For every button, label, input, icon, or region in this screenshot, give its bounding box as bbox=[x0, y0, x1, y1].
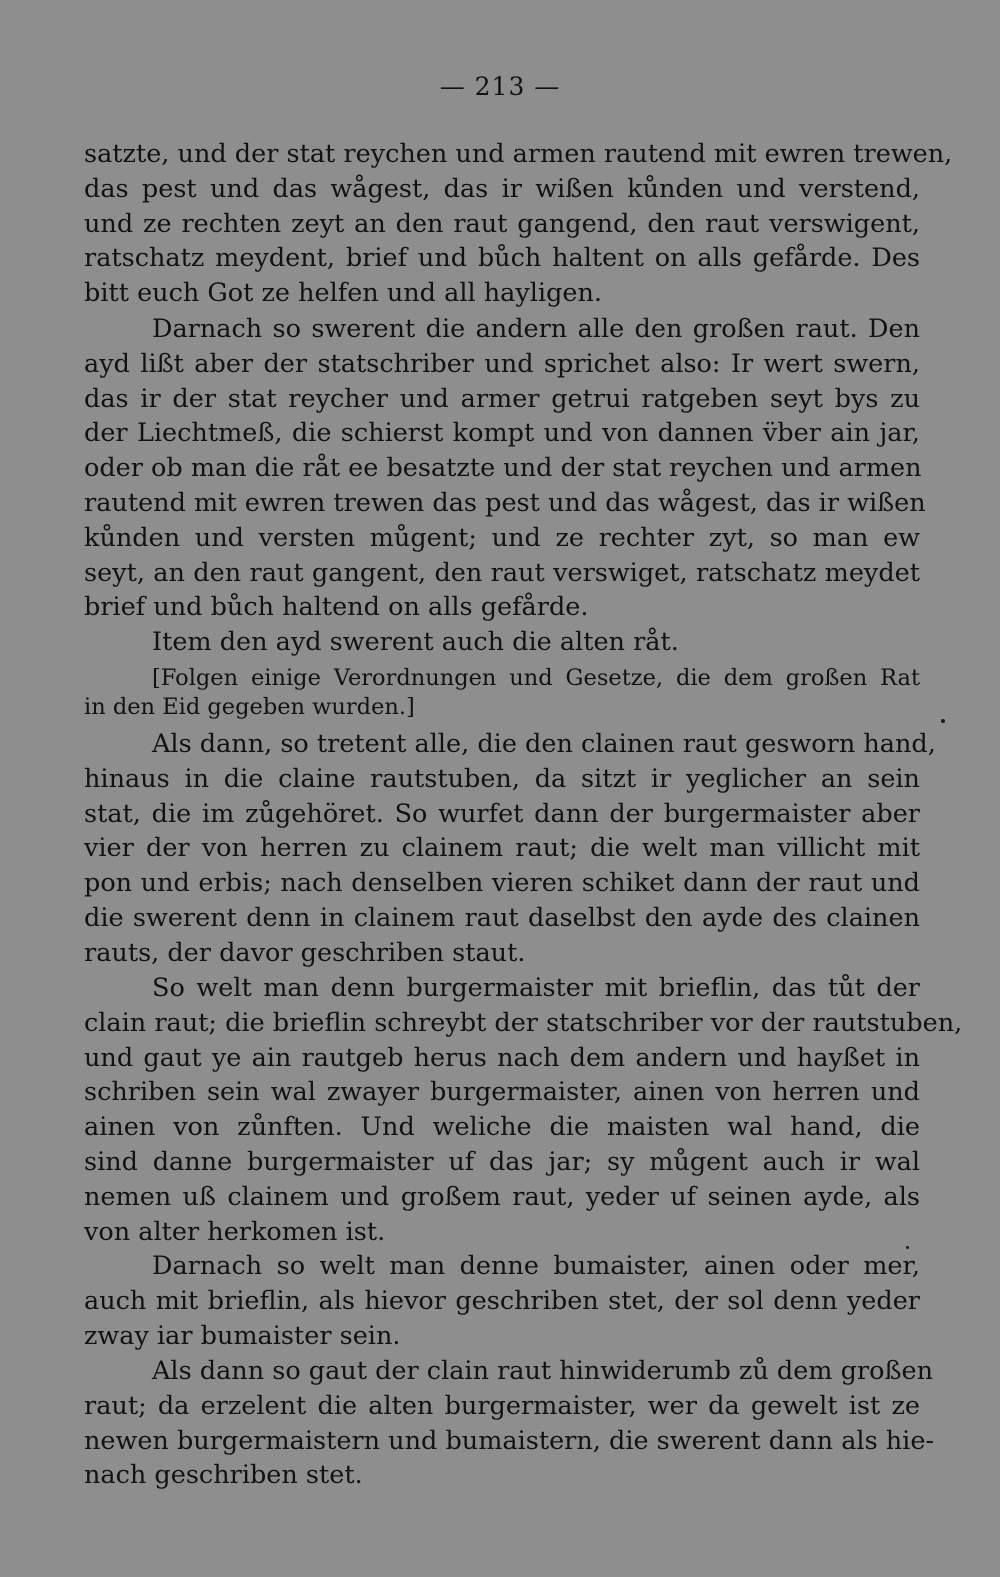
paragraph-oath-end bbox=[84, 137, 953, 311]
text-line: Darnach so welt man denne bumaister, ainen oder mer, bbox=[152, 1251, 920, 1281]
editorial-note bbox=[84, 664, 920, 722]
text-line: oder ob man die råt ee besatzte und der stat reychen und armen bbox=[84, 453, 922, 484]
text-line: bitt euch Got ze helfen und all hayligen. bbox=[84, 278, 603, 309]
text-line: ayd lißt aber der statschriber und sprichet also: Ir wert swern, bbox=[84, 348, 920, 379]
text-line: pon und erbis; nach denselben vieren schiket dann der raut und bbox=[84, 868, 920, 899]
text-line: So welt man denn burgermaister mit brieflin, das tůt der bbox=[152, 973, 920, 1003]
text-line: das pest und das wågest, das ir wißen kůnden und verstend, bbox=[84, 173, 920, 204]
text-line: hinaus in die claine rautstuben, da sitzt ir yeglicher an sein bbox=[84, 763, 920, 794]
text-line: von alter herkomen ist. bbox=[84, 1216, 386, 1247]
text-line: die swerent denn in clainem raut daselbst den ayde des clainen bbox=[84, 902, 920, 933]
text-line: rautend mit ewren trewen das pest und das wågest, das ir wißen bbox=[84, 487, 926, 518]
paragraph-old-council-oath bbox=[84, 625, 920, 660]
text-line: auch mit brieflin, als hievor geschriben stet, der sol denn yeder bbox=[84, 1285, 920, 1316]
text-line: brief und bůch haltend on alls gefårde. bbox=[84, 592, 589, 623]
text-line: newen burgermaistern und bumaistern, die swerent dann als hie- bbox=[84, 1425, 935, 1456]
text-line: kůnden und versten můgent; und ze rechter zyt, so man ew bbox=[84, 522, 920, 553]
text-line: clain raut; die brieflin schreybt der statschriber vor der rautstuben, bbox=[84, 1007, 963, 1038]
paragraph-builder-election bbox=[84, 1249, 920, 1353]
page-number: — 213 — bbox=[439, 72, 561, 101]
text-line: rauts, der davor geschriben staut. bbox=[84, 937, 526, 968]
paragraph-great-council-oath bbox=[84, 312, 926, 625]
text-line: sind danne burgermaister uf das jar; sy můgent auch ir wal bbox=[84, 1146, 920, 1177]
text-line: stat, die im zůgehöret. So wurfet dann der burgermaister aber bbox=[84, 798, 920, 829]
text-line: das ir der stat reycher und armer getrui ratgeben seyt bys zu bbox=[84, 383, 920, 414]
text-line: ainen von zůnften. Und weliche die maisten wal hand, die bbox=[84, 1112, 920, 1143]
text-line: satzte, und der stat reychen und armen rautend mit ewren trewen, bbox=[84, 139, 953, 169]
text-line: und ze rechten zeyt an den raut gangend, den raut verswigent, bbox=[84, 208, 920, 239]
text-line: nemen uß clainem und großem raut, yeder uf seinen ayde, als bbox=[84, 1181, 920, 1212]
paragraph-small-council bbox=[84, 727, 936, 971]
text-line: in den Eid gegeben wurden.] bbox=[84, 694, 415, 720]
text-line: zway iar bumaister sein. bbox=[84, 1320, 401, 1351]
text-line: Darnach so swerent die andern alle den großen raut. Den bbox=[152, 314, 920, 344]
text-line: und gaut ye ain rautgeb herus nach dem andern und hayßet in bbox=[84, 1042, 920, 1073]
text-line: der Liechtmeß, die schierst kompt und von dannen v̈ber ain jar, bbox=[84, 418, 920, 449]
scan-speck bbox=[941, 719, 945, 723]
text-line: Item den ayd swerent auch die alten råt. bbox=[152, 627, 679, 657]
text-line: raut; da erzelent die alten burgermaister, wer da gewelt ist ze bbox=[84, 1390, 920, 1421]
text-line: nach geschriben stet. bbox=[84, 1460, 363, 1491]
text-line: schriben sein wal zwayer burgermaister, ainen von herren und bbox=[84, 1077, 920, 1108]
text-line: Als dann, so tretent alle, die den clainen raut gesworn hand, bbox=[152, 729, 936, 759]
scan-speck bbox=[906, 1246, 909, 1249]
text-line: seyt, an den raut gangent, den raut verswiget, ratschatz meydet bbox=[84, 557, 920, 588]
text-line: Als dann so gaut der clain raut hinwiderumb zů dem großen bbox=[152, 1356, 933, 1386]
text-line: vier der von herren zu clainem raut; die welt man villicht mit bbox=[84, 833, 920, 864]
paragraph-mayor-election bbox=[84, 971, 963, 1249]
text-line: [Folgen einige Verordnungen und Gesetze, die dem großen Rat bbox=[152, 665, 920, 691]
text-line: ratschatz meydent, brief und bůch haltent on alls gefårde. Des bbox=[84, 243, 920, 274]
paragraph-return-to-great-council bbox=[84, 1354, 935, 1493]
